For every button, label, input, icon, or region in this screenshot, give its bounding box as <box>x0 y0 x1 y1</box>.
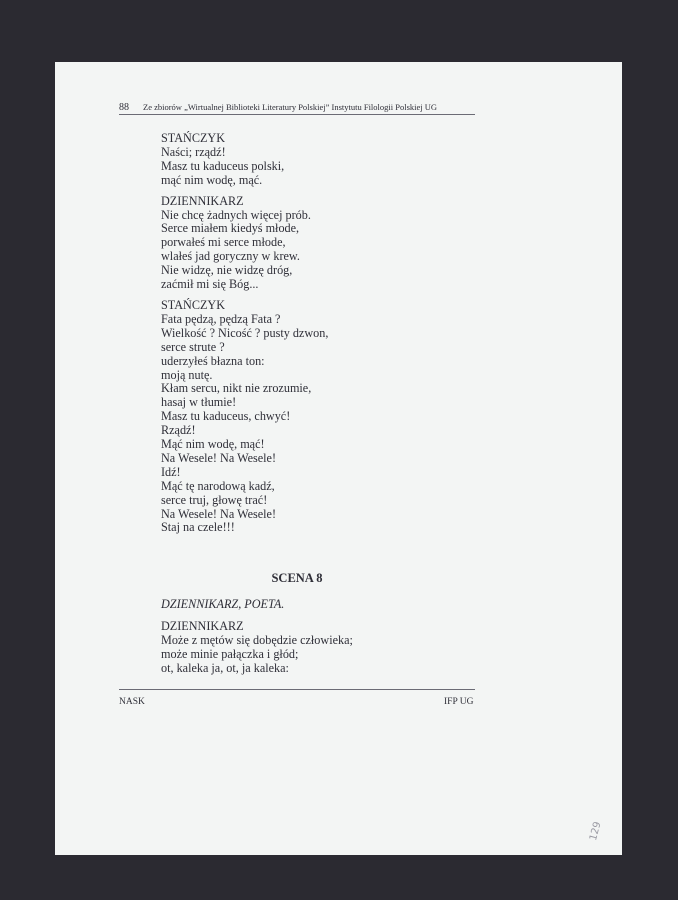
footer-rule <box>119 689 475 690</box>
verse-line: uderzyłeś błazna ton: <box>161 353 265 368</box>
verse-line: Serce miałem kiedyś młode, <box>161 221 300 236</box>
speaker-name: DZIENNIKARZ <box>161 193 244 208</box>
verse-line: może minie pałączka i głód; <box>161 646 299 661</box>
dialogue-content <box>161 132 461 542</box>
verse-line: Staj na czele!!! <box>161 520 235 535</box>
speaker-name: STAŃCZYK <box>161 297 226 312</box>
verse-line: porwałeś mi serce młode, <box>161 235 286 250</box>
verse-line: serce strute ? <box>161 339 225 354</box>
verse-line: Fata pędzą, pędzą Fata ? <box>161 311 281 326</box>
verse-line: Idź! <box>161 464 181 479</box>
footer-right: IFP UG <box>444 697 474 707</box>
speaker-name: STAŃCZYK <box>161 131 226 145</box>
speaker-name: DZIENNIKARZ <box>161 619 244 633</box>
verse-line: Naści; rządź! <box>161 144 226 159</box>
verse-line: Wielkość ? Nicość ? pusty dzwon, <box>161 325 329 340</box>
verse-line: Kłam sercu, nikt nie zrozumie, <box>161 381 312 396</box>
verse-line: Na Wesele! Na Wesele! <box>161 450 277 465</box>
verse-line: wlałeś jad goryczny w krew. <box>161 249 300 264</box>
verse-line: mąć nim wodę, mąć. <box>161 172 263 187</box>
footer-left: NASK <box>119 697 145 707</box>
dialogue-block <box>161 620 353 676</box>
header-rule <box>119 114 475 115</box>
verse-line: zaćmił mi się Bóg... <box>161 277 259 292</box>
dialogue-block <box>161 195 461 292</box>
dialogue-block <box>161 132 461 188</box>
verse-line: Masz tu kaduceus, chwyć! <box>161 409 291 424</box>
document-page <box>55 62 622 855</box>
page-number: 88 <box>119 102 129 113</box>
header-source: Ze zbiorów „Wirtualnej Biblioteki Literatury Polskiej” Instytutu Filologii Polskiej UG <box>143 102 438 112</box>
verse-line: Mąć nim wodę, mąć! <box>161 437 265 452</box>
verse-line: Rządź! <box>161 423 196 438</box>
scene-title: SCENA 8 <box>271 571 323 585</box>
verse-line: Mąć tę narodową kadź, <box>161 478 275 493</box>
verse-line: moją nutę. <box>161 367 213 382</box>
verse-line: Może z mętów się dobędzie człowieka; <box>161 632 353 647</box>
pencil-page-mark: 129 <box>588 820 604 842</box>
verse-line: Na Wesele! Na Wesele! <box>161 506 277 521</box>
verse-line: Nie chcę żadnych więcej prób. <box>161 207 311 222</box>
verse-line: Masz tu kaduceus polski, <box>161 158 285 173</box>
verse-line: hasaj w tłumie! <box>161 395 237 410</box>
stage-direction: DZIENNIKARZ, POETA. <box>161 597 285 611</box>
page-header <box>119 102 475 113</box>
verse-line: serce truj, głowę trać! <box>161 492 268 507</box>
verse-line: ot, kaleka ja, ot, ja kaleka: <box>161 660 289 675</box>
verse-line: Nie widzę, nie widzę dróg, <box>161 263 293 278</box>
dialogue-block <box>161 299 461 535</box>
